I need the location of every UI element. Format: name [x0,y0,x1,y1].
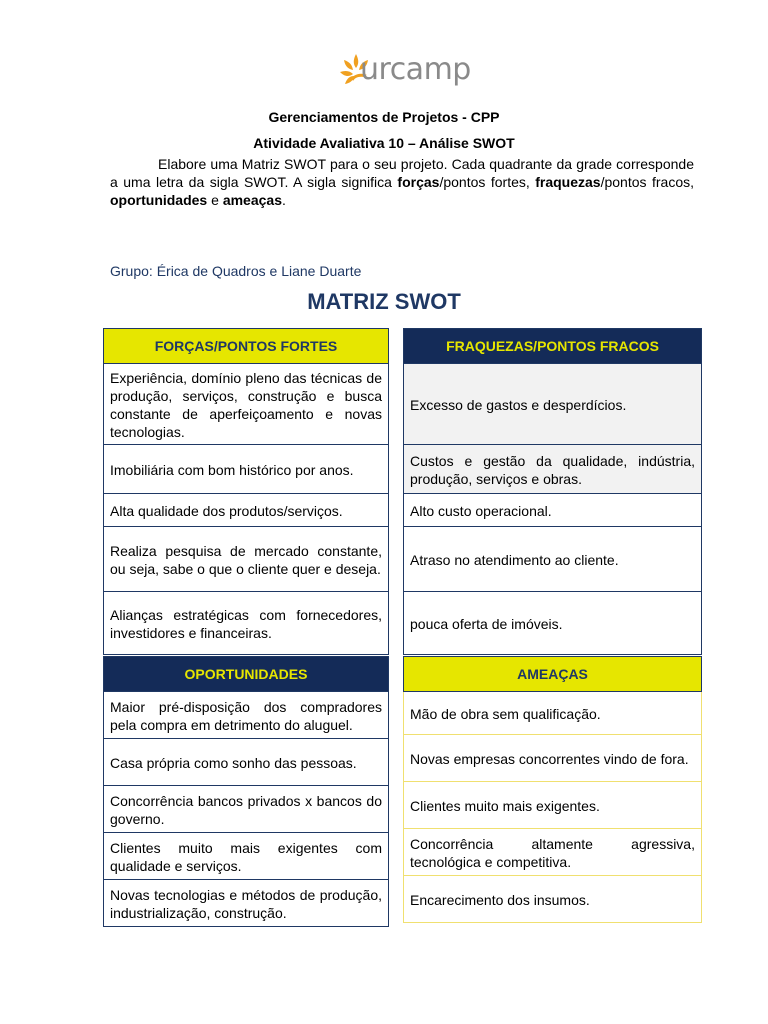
weaknesses-header: FRAQUEZAS/PONTOS FRACOS [403,328,702,364]
intro-paragraph: Elabore uma Matriz SWOT para o seu projeto. Cada quadrante da grade corresponde a uma letra da sigla SWOT. A sigla significa forças/pontos fortes, fraquezas/pontos fracos, oportunidades e ameaças. [110,156,695,208]
weakness-item: Atraso no atendimento ao cliente. [403,527,702,592]
opportunity-item: Casa própria como sonho das pessoas. [103,739,389,786]
weakness-item: Custos e gestão da qualidade, indústria, produção, serviços e obras. [403,445,702,494]
matrix-title: MATRIZ SWOT [307,289,461,314]
strength-item: Alianças estratégicas com fornecedores, investidores e financeiras. [103,592,389,655]
threat-item: Novas empresas concorrentes vindo de fora. [403,735,702,782]
threat-item: Clientes muito mais exigentes. [403,782,702,829]
strengths-header: FORÇAS/PONTOS FORTES [103,328,389,364]
strength-item: Realiza pesquisa de mercado constante, ou seja, sabe o que o cliente quer e deseja. [103,527,389,592]
urcamp-logo [336,44,471,98]
threat-item: Encarecimento dos insumos. [403,876,702,923]
threat-item: Mão de obra sem qualificação. [403,692,702,735]
threats-quadrant [403,656,702,923]
strength-item: Experiência, domínio pleno das técnicas de produção, serviços, construção e busca constante de aperfeiçoamento e novas tecnologias. [103,364,389,445]
threats-header: AMEAÇAS [403,656,702,692]
weakness-item: pouca oferta de imóveis. [403,592,702,655]
opportunity-item: Maior pré-disposição dos compradores pela compra em detrimento do aluguel. [103,692,389,739]
strength-item: Alta qualidade dos produtos/serviços. [103,494,389,527]
course-title: Gerenciamentos de Projetos - CPP [268,109,500,125]
opportunity-item: Novas tecnologias e métodos de produção, industrialização, construção. [103,880,389,927]
weakness-item: Alto custo operacional. [403,494,702,527]
strength-item: Imobiliária com bom histórico por anos. [103,445,389,494]
weaknesses-quadrant [403,328,702,655]
opportunities-header: OPORTUNIDADES [103,656,389,692]
weakness-item: Excesso de gastos e desperdícios. [403,364,702,445]
opportunity-item: Concorrência bancos privados x bancos do governo. [103,786,389,833]
threat-item: Concorrência altamente agressiva, tecnológica e competitiva. [403,829,702,876]
opportunity-item: Clientes muito mais exigentes com qualidade e serviços. [103,833,389,880]
activity-title: Atividade Avaliativa 10 – Análise SWOT [253,135,515,151]
strengths-quadrant [103,328,389,655]
group-members: Grupo: Érica de Quadros e Liane Duarte [110,263,362,279]
logo-text: urcamp [360,52,471,87]
opportunities-quadrant [103,656,389,927]
